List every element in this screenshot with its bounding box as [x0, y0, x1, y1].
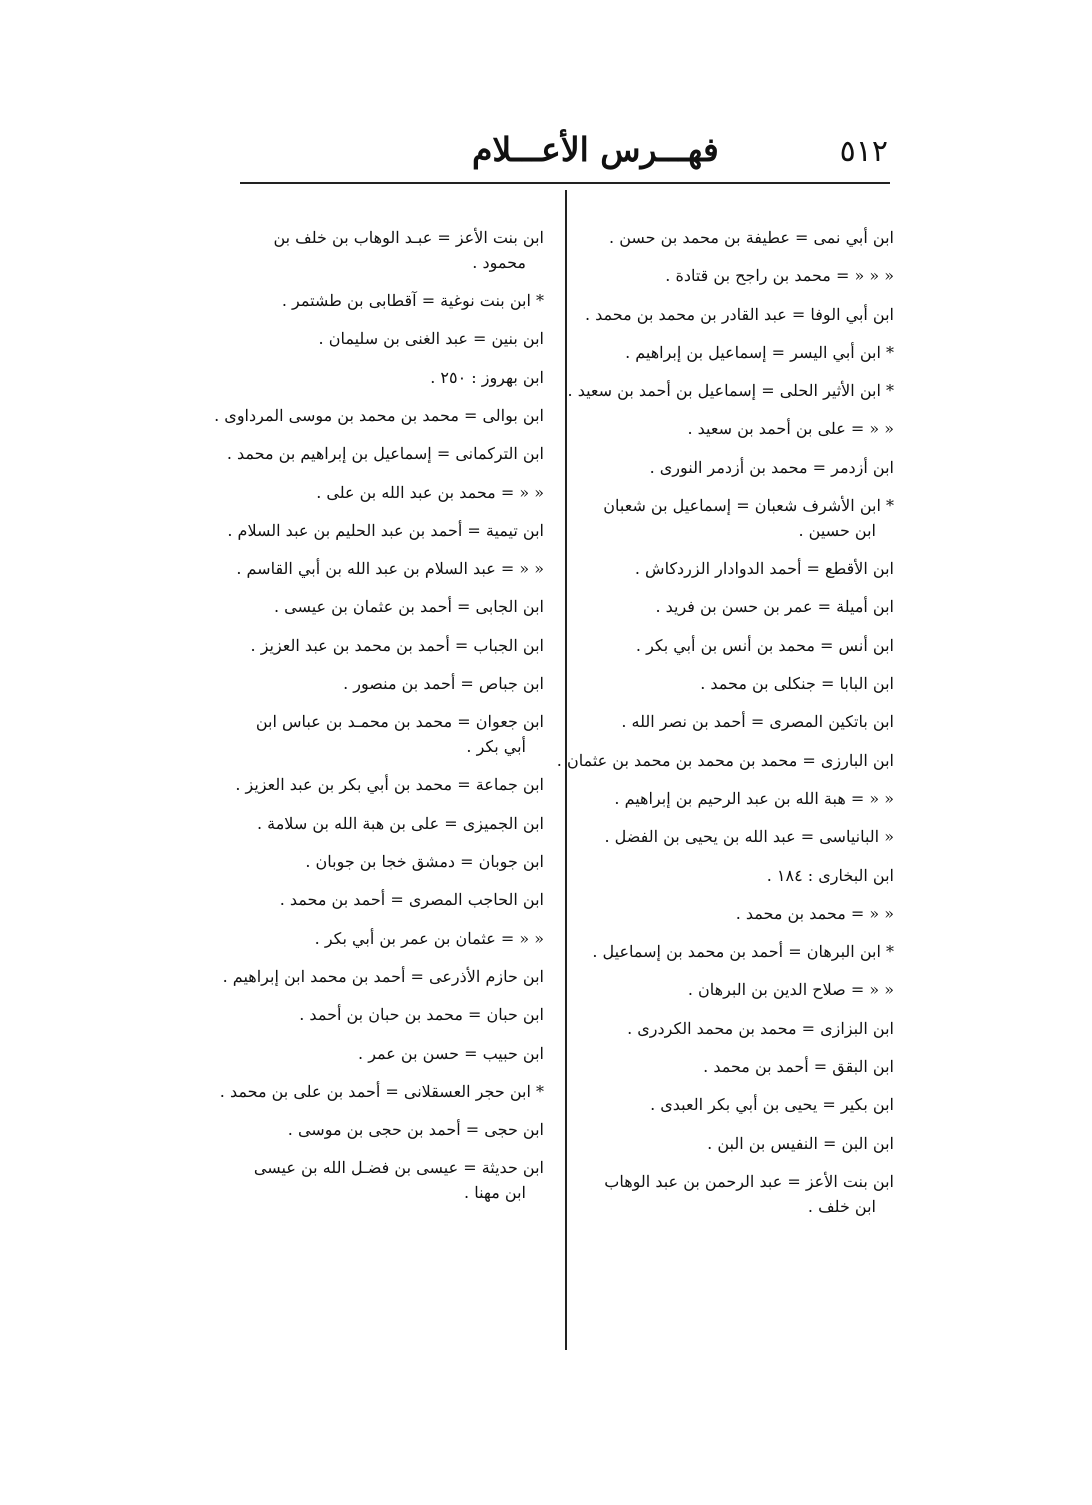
entry-line: « « = محمد بن عبد الله بن على .	[316, 482, 544, 502]
entry-line: ابن الجابى = أحمد بن عثمان بن عيسى .	[273, 597, 544, 617]
index-entry	[588, 672, 894, 697]
page-number: ٥١٢	[839, 134, 888, 169]
entry-line: * ابن الأشرف شعبان = إسماعيل بن شعبان	[603, 496, 894, 516]
entry-line: « « = صلاح الدين بن البرهان .	[687, 980, 894, 1000]
index-column-right	[556, 226, 894, 1233]
entry-line: ابن تيمية = أحمد بن عبد الحليم بن عبد السلام .	[227, 520, 544, 540]
page-header	[240, 126, 892, 182]
index-entry	[240, 595, 544, 620]
index-entry	[235, 773, 544, 798]
entry-line: ابن البخارى : ١٨٤ .	[766, 865, 894, 885]
index-entry	[588, 710, 894, 735]
index-entry	[588, 226, 894, 251]
entry-line: « « = عبد السلام بن عبد الله بن أبي القاسم .	[236, 559, 544, 579]
entry-continuation: محمود .	[472, 252, 526, 272]
entry-line: ابن بهروز : ٢٥٠ .	[430, 367, 544, 387]
index-entry	[240, 226, 544, 276]
entry-continuation: ابن حسين .	[798, 520, 876, 540]
index-entry	[227, 519, 544, 544]
index-entry	[240, 672, 544, 697]
index-entry	[556, 749, 894, 774]
entry-line: * ابن حجر العسقلانى = أحمد بن على بن محمد .	[219, 1081, 544, 1101]
entry-line: ابن الحاجب المصرى = أحمد بن محمد .	[279, 890, 544, 910]
index-entry	[240, 710, 544, 760]
entry-line: ابن الجميزى = على بن هبة الله بن سلامة .	[256, 813, 544, 833]
index-entry	[588, 417, 894, 442]
index-entry	[588, 595, 894, 620]
entry-line: « « = هبة الله بن عبد الرحيم بن إبراهيم .	[614, 788, 894, 808]
entry-line: ابن بكير = يحيى بن أبي بكر العبدى .	[650, 1095, 894, 1115]
entry-line: ابن البن = النفيس بن البن .	[707, 1133, 894, 1153]
index-entry	[588, 1017, 894, 1042]
index-entry	[226, 442, 544, 467]
index-entry	[588, 456, 894, 481]
index-entry	[588, 494, 894, 544]
index-entry	[588, 1093, 894, 1118]
index-entry	[214, 404, 544, 429]
index-entry	[240, 327, 544, 352]
index-entry	[588, 940, 894, 965]
index-entry	[240, 1042, 544, 1067]
entry-line: * ابن أبي اليسر = إسماعيل بن إبراهيم .	[625, 342, 894, 362]
entry-line: ابن أميلة = عمر بن حسن بن فريد .	[655, 597, 894, 617]
entry-line: ابن بنت الأعز = عبـد الوهاب بن خلف بن	[273, 228, 544, 247]
index-entry	[588, 978, 894, 1003]
entry-line: ابن حبان = محمد بن حبان بن أحمد .	[299, 1005, 544, 1025]
index-entry	[240, 481, 544, 506]
index-entry	[219, 1080, 544, 1105]
entry-line: « البانياسى = عبد الله بن يحيى بن الفضل .	[604, 827, 894, 847]
index-entry	[240, 1003, 544, 1028]
entry-line: ابن جوبان = دمشق خجا بن جوبان .	[305, 852, 544, 872]
index-entry	[240, 927, 544, 952]
entry-line: * ابن الأثير الحلى = إسماعيل بن أحمد بن سعيد .	[567, 381, 894, 401]
index-entry	[588, 264, 894, 289]
entry-line: ابن البارزى = محمد بن محمد بن محمد بن عثمان .	[556, 750, 894, 770]
entry-line: « « = عثمان بن عمر بن أبي بكر .	[314, 928, 544, 948]
entry-line: ابن التركمانى = إسماعيل بن إبراهيم بن محمد .	[226, 444, 544, 464]
index-entry	[588, 1055, 894, 1080]
index-entry	[240, 289, 544, 314]
index-entry	[588, 1132, 894, 1157]
entry-line: ابن حجى = أحمد بن حجى بن موسى .	[287, 1120, 544, 1140]
entry-line: ابن حازم الأذرعى = أحمد بن محمد ابن إبراهيم .	[222, 966, 544, 986]
entry-line: ابن جباص = أحمد بن منصور .	[343, 674, 544, 694]
entry-line: « « = محمد بن محمد .	[735, 903, 894, 923]
entry-line: ابن أنس = محمد بن أنس بن أبي بكر .	[635, 635, 894, 655]
entry-line: ابن حديثة = عيسى بن فضـل الله بن عيسى	[253, 1158, 544, 1178]
entry-line: ابن بنين = عبد الغنى بن سليمان .	[318, 329, 544, 349]
index-column-left	[214, 226, 544, 1220]
entry-line: ابن البابا = جنكلى بن محمد .	[700, 674, 894, 694]
index-entry	[240, 812, 544, 837]
entry-line: * ابن البرهان = أحمد بن محمد بن إسماعيل .	[592, 942, 894, 962]
index-entry	[567, 379, 894, 404]
index-entry	[588, 634, 894, 659]
index-entry	[588, 557, 894, 582]
index-entry	[588, 864, 894, 889]
index-entry	[588, 341, 894, 366]
entry-line: ابن الأقطع = أحمد الدوادار الزردكاش .	[634, 559, 894, 579]
index-entry	[236, 557, 544, 582]
index-entry	[240, 888, 544, 913]
index-entry	[588, 1170, 894, 1220]
entry-line: ابن بوالى = محمد بن محمد بن موسى المرداوى .	[214, 405, 544, 425]
index-entry	[240, 1118, 544, 1143]
entry-line: ابن أزدمر = محمد بن أزدمر النورى .	[649, 457, 894, 477]
entry-line: ابن جماعة = محمد بن أبي بكر بن عبد العزيز .	[235, 775, 544, 795]
entry-line: ابن الجباب = أحمد بن محمد بن عبد العزيز .	[250, 635, 544, 655]
entry-line: « « « = محمد بن راجح بن قتادة .	[665, 266, 894, 286]
index-entry	[588, 787, 894, 812]
index-entry	[240, 850, 544, 875]
index-entry	[588, 902, 894, 927]
entry-line: ابن حبيب = حسن بن عمر .	[358, 1043, 544, 1063]
header-rule	[240, 182, 890, 184]
entry-line: ابن البزازى = محمد بن محمد الكردرى .	[627, 1018, 894, 1038]
entry-line: ابن بنت الأعز = عبد الرحمن بن عبد الوهاب	[604, 1171, 894, 1191]
index-entry	[222, 965, 544, 990]
entry-line: * ابن بنت نوغية = آقطابى بن طشتمر .	[281, 291, 544, 311]
index-entry	[588, 825, 894, 850]
index-entry	[240, 634, 544, 659]
index-entry	[240, 366, 544, 391]
entry-continuation: ابن خلف .	[807, 1196, 876, 1216]
entry-line: ابن أبي نمى = عطيفة بن محمد بن حسن .	[609, 228, 894, 247]
entry-continuation: ابن مهنا .	[464, 1183, 526, 1203]
entry-line: ابن أبي الوفا = عبد القادر بن محمد بن محمد .	[584, 304, 894, 324]
entry-line: ابن جعوان = محمد بن محمـد بن عباس ابن	[255, 712, 544, 732]
index-entry	[584, 303, 894, 328]
entry-continuation: أبي بكر .	[466, 737, 526, 757]
index-entry	[240, 1156, 544, 1206]
entry-line: « « = على بن أحمد بن سعيد .	[687, 419, 894, 439]
entry-line: ابن باتكين المصرى = أحمد بن نصر الله .	[621, 712, 894, 732]
page-title: فهـــرس الأعـــلام	[472, 130, 719, 169]
entry-line: ابن البقق = أحمد بن محمد .	[703, 1057, 894, 1077]
